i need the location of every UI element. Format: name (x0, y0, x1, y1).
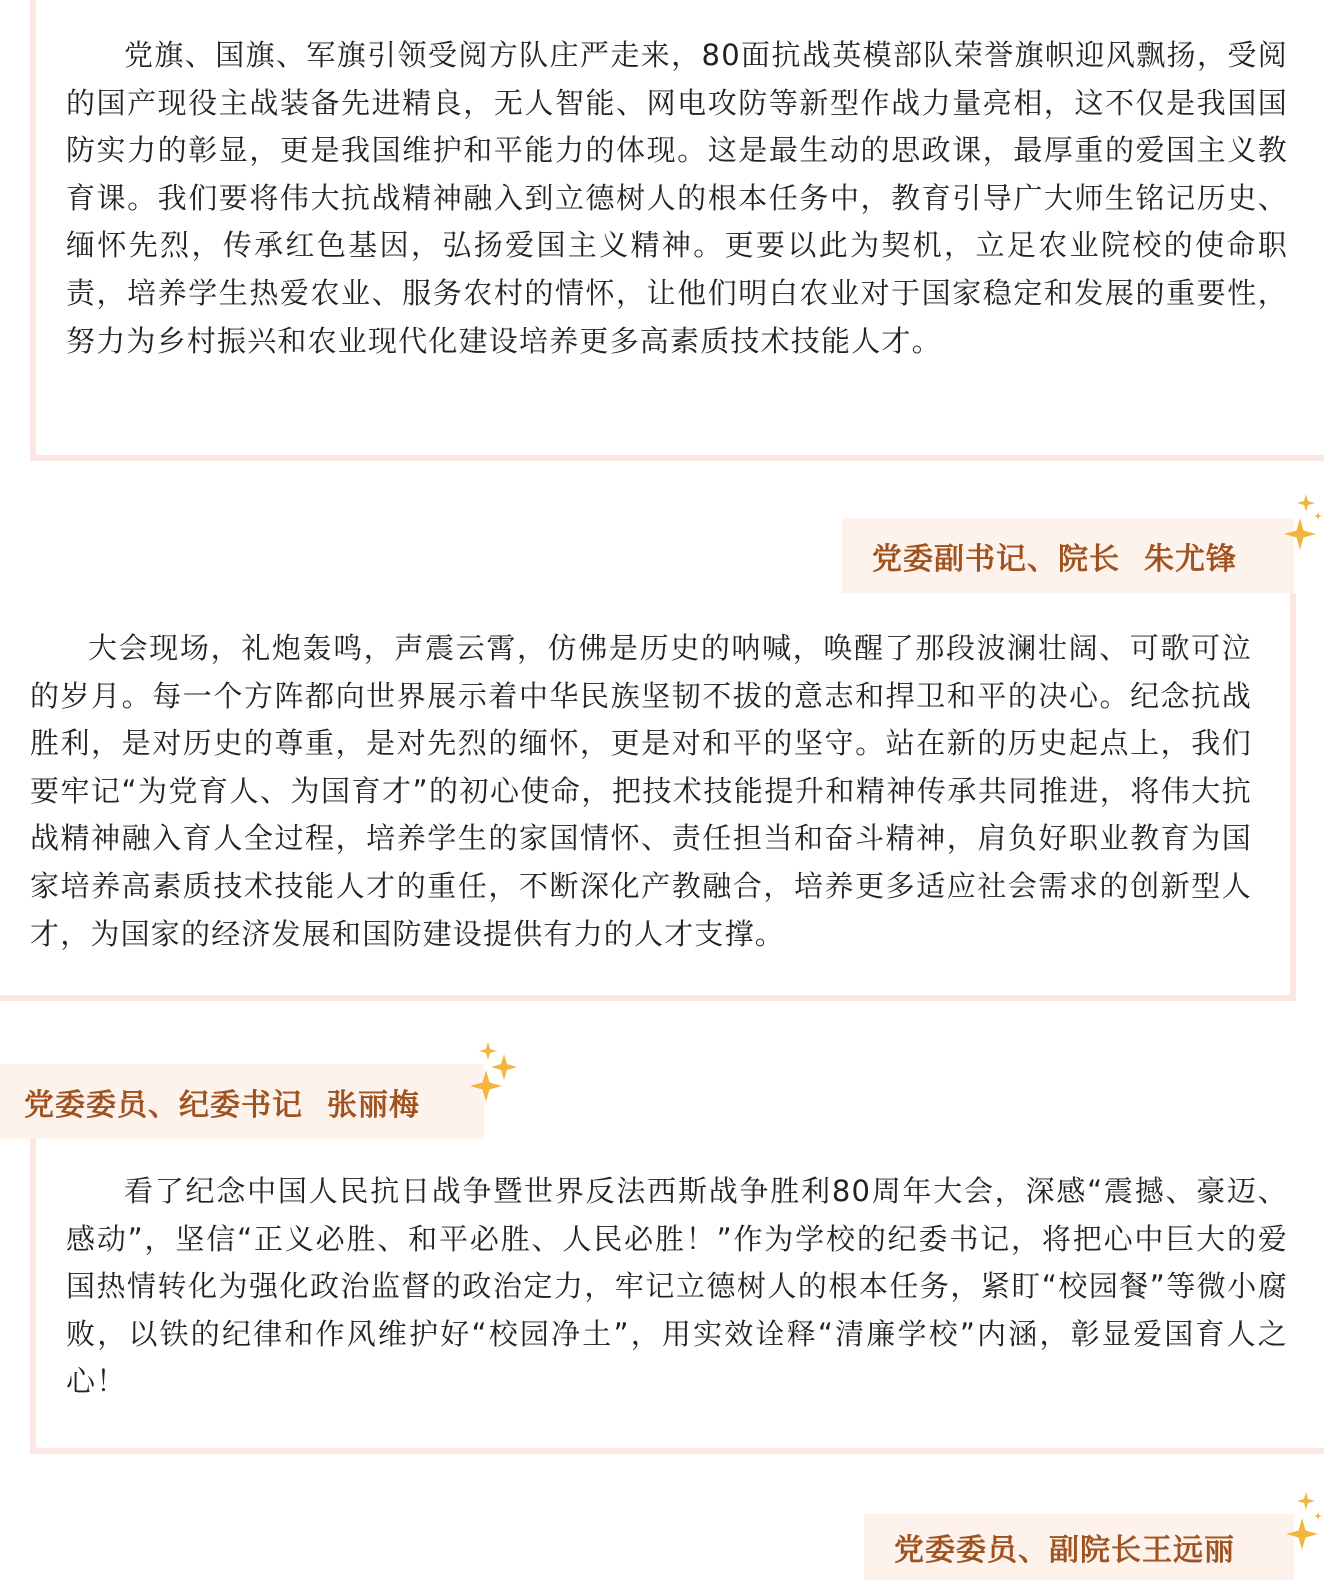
sparkle-icon (466, 1040, 522, 1106)
speaker-title: 党委委员、副院长王远丽 (894, 1533, 1235, 1568)
sparkle-icon (1278, 492, 1324, 562)
speaker-header-1 (842, 518, 1294, 593)
speaker-header-2 (0, 1064, 484, 1139)
speaker-title: 党委委员、纪委书记 (24, 1087, 303, 1123)
quote-paragraph-2: 大会现场，礼炮轰鸣，声震云霄，仿佛是历史的呐喊，唤醒了那段波澜壮阔、可歌可泣的岁月。每一个方阵都向世界展示着中华民族坚韧不拔的意志和捍卫和平的决心。纪念抗战胜利，是对历史的尊重，是对先烈的缅怀，更是对和平的坚守。站在新的历史起点上，我们要牢记“为党育人、为国育才”的初心使命，把技术技能提升和精神传承共同推进，将伟大抗战精神融入育人全过程，培养学生的家国情怀、责任担当和奋斗精神，肩负好职业教育为国家培养高素质技术技能人才的重任，不断深化产教融合，培养更多适应社会需求的创新型人才，为国家的经济发展和国防建设提供有力的人才支撑。 (30, 631, 1252, 951)
sparkle-icon (1280, 1490, 1324, 1580)
quote-paragraph-3: 看了纪念中国人民抗日战争暨世界反法西斯战争胜利80周年大会，深感“震撼、豪迈、感动”，坚信“正义必胜、和平必胜、人民必胜！”作为学校的纪委书记，将把心中巨大的爱国热情转化为强化政治监督的政治定力，牢记立德树人的根本任务，紧盯“校园餐”等微小腐败，以铁的纪律和作风维护好“校园净土”，用实效诠释“清廉学校”内涵，彰显爱国育人之心！ (66, 1174, 1288, 1399)
speaker-name: 张丽梅 (327, 1087, 420, 1123)
speaker-name: 朱尤锋 (1144, 541, 1237, 577)
speaker-header-3 (864, 1514, 1294, 1580)
quote-paragraph-1: 党旗、国旗、军旗引领受阅方队庄严走来，80面抗战英模部队荣誉旗帜迎风飘扬，受阅的国产现役主战装备先进精良，无人智能、网电攻防等新型作战力量亮相，这不仅是我国国防实力的彰显，更是我国维护和平能力的体现。这是最生动的思政课，最厚重的爱国主义教育课。我们要将伟大抗战精神融入到立德树人的根本任务中，教育引导广大师生铭记历史、缅怀先烈，传承红色基因，弘扬爱国主义精神。更要以此为契机，立足农业院校的使命职责，培养学生热爱农业、服务农村的情怀，让他们明白农业对于国家稳定和发展的重要性，努力为乡村振兴和农业现代化建设培养更多高素质技术技能人才。 (66, 38, 1288, 358)
speaker-title: 党委副书记、院长 (872, 541, 1120, 577)
